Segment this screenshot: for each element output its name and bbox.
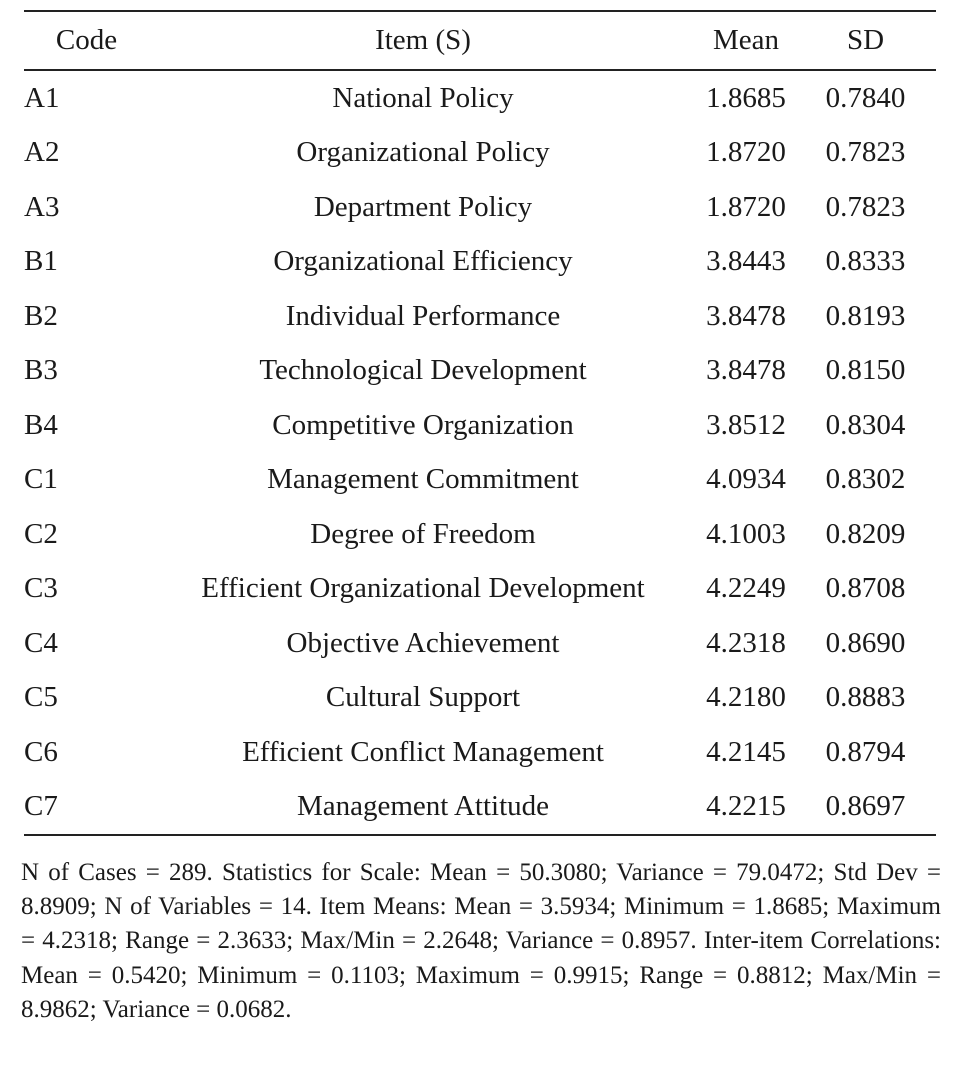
cell-code: C2 — [24, 517, 58, 550]
cell-item: Management Attitude — [296, 790, 550, 823]
cell-code: B3 — [24, 354, 58, 387]
table-row — [24, 126, 936, 181]
cell-mean: 4.2318 — [706, 626, 786, 659]
cell-item: Degree of Freedom — [310, 517, 536, 550]
cell-sd: 0.8304 — [825, 408, 906, 441]
cell-code: B2 — [24, 299, 58, 332]
cell-item: Objective Achievement — [286, 626, 560, 659]
cell-mean: 4.2145 — [706, 735, 786, 768]
cell-code: A2 — [24, 136, 60, 169]
table-note: N of Cases = 289. Statistics for Scale: Mean = 50.3080; Variance = 79.0472; Std Dev = 8.8909; N of Variables = 14. Item Means: Mean = 3.5934; Minimum = 1.8685; Maximum = 4.2318; Range = 2.3633; Max/Min = 2.2648; Variance = 0.8957. Inter-item Correlations: Mean = 0.5420; Minimum = 0.1103; Maximum = 0.9915; Range = 0.8812; Max/Min = 8.9862; Variance = 0.0682. — [21, 859, 941, 1023]
table-row — [24, 616, 936, 671]
table-body — [24, 70, 936, 835]
cell-item: Individual Performance — [285, 299, 561, 332]
cell-sd: 0.8708 — [825, 572, 906, 605]
cell-item: Organizational Policy — [296, 136, 550, 169]
cell-item: Efficient Organizational Development — [201, 572, 645, 605]
table-row — [24, 453, 936, 508]
header-row — [24, 11, 936, 70]
cell-code: A1 — [24, 81, 60, 114]
cell-sd: 0.7823 — [825, 136, 906, 169]
table-row — [24, 235, 936, 290]
cell-code: C7 — [24, 790, 58, 823]
cell-item: Competitive Organization — [272, 408, 574, 441]
cell-mean: 3.8478 — [706, 354, 786, 387]
cell-mean: 1.8720 — [706, 136, 786, 169]
table-row — [24, 344, 936, 399]
table-row — [24, 180, 936, 235]
cell-mean: 3.8512 — [706, 408, 786, 441]
cell-mean: 3.8443 — [706, 245, 786, 278]
cell-item: Organizational Efficiency — [273, 245, 573, 278]
cell-sd: 0.8690 — [825, 626, 906, 659]
cell-sd: 0.8697 — [825, 790, 906, 823]
header-item: Item (S) — [375, 24, 471, 56]
cell-mean: 4.2249 — [706, 572, 786, 605]
cell-code: C6 — [24, 735, 58, 768]
cell-mean: 1.8685 — [706, 81, 786, 114]
cell-mean: 4.0934 — [706, 463, 786, 496]
table-row — [24, 780, 936, 836]
cell-sd: 0.7840 — [825, 81, 906, 114]
cell-item: Efficient Conflict Management — [242, 735, 604, 768]
cell-mean: 4.2215 — [706, 790, 786, 823]
cell-item: National Policy — [332, 81, 514, 114]
table-row — [24, 507, 936, 562]
table-row — [24, 562, 936, 617]
table-row — [24, 289, 936, 344]
cell-code: B4 — [24, 408, 58, 441]
table-row — [24, 671, 936, 726]
cell-sd: 0.8883 — [825, 681, 906, 714]
table-header — [24, 11, 936, 70]
header-mean: Mean — [712, 24, 780, 56]
header-code: Code — [55, 24, 118, 56]
cell-item: Department Policy — [313, 190, 533, 223]
statistics-table — [24, 10, 936, 836]
cell-code: C5 — [24, 681, 58, 714]
cell-mean: 4.2180 — [706, 681, 786, 714]
cell-item: Technological Development — [259, 354, 587, 387]
cell-sd: 0.8193 — [825, 299, 906, 332]
cell-sd: 0.7823 — [825, 190, 906, 223]
cell-sd: 0.8150 — [825, 354, 906, 387]
table-row — [24, 725, 936, 780]
table-row — [24, 70, 936, 126]
cell-sd: 0.8302 — [825, 463, 906, 496]
cell-item: Cultural Support — [325, 681, 521, 714]
cell-code: B1 — [24, 245, 58, 278]
cell-item: Management Commitment — [267, 463, 579, 496]
cell-mean: 1.8720 — [706, 190, 786, 223]
cell-mean: 4.1003 — [706, 517, 786, 550]
cell-sd: 0.8333 — [825, 245, 906, 278]
cell-sd: 0.8209 — [825, 517, 906, 550]
cell-code: C4 — [24, 626, 58, 659]
cell-mean: 3.8478 — [706, 299, 786, 332]
cell-code: C3 — [24, 572, 58, 605]
cell-code: C1 — [24, 463, 58, 496]
header-sd: SD — [846, 24, 885, 56]
cell-sd: 0.8794 — [825, 735, 906, 768]
cell-code: A3 — [24, 190, 60, 223]
table-row — [24, 398, 936, 453]
